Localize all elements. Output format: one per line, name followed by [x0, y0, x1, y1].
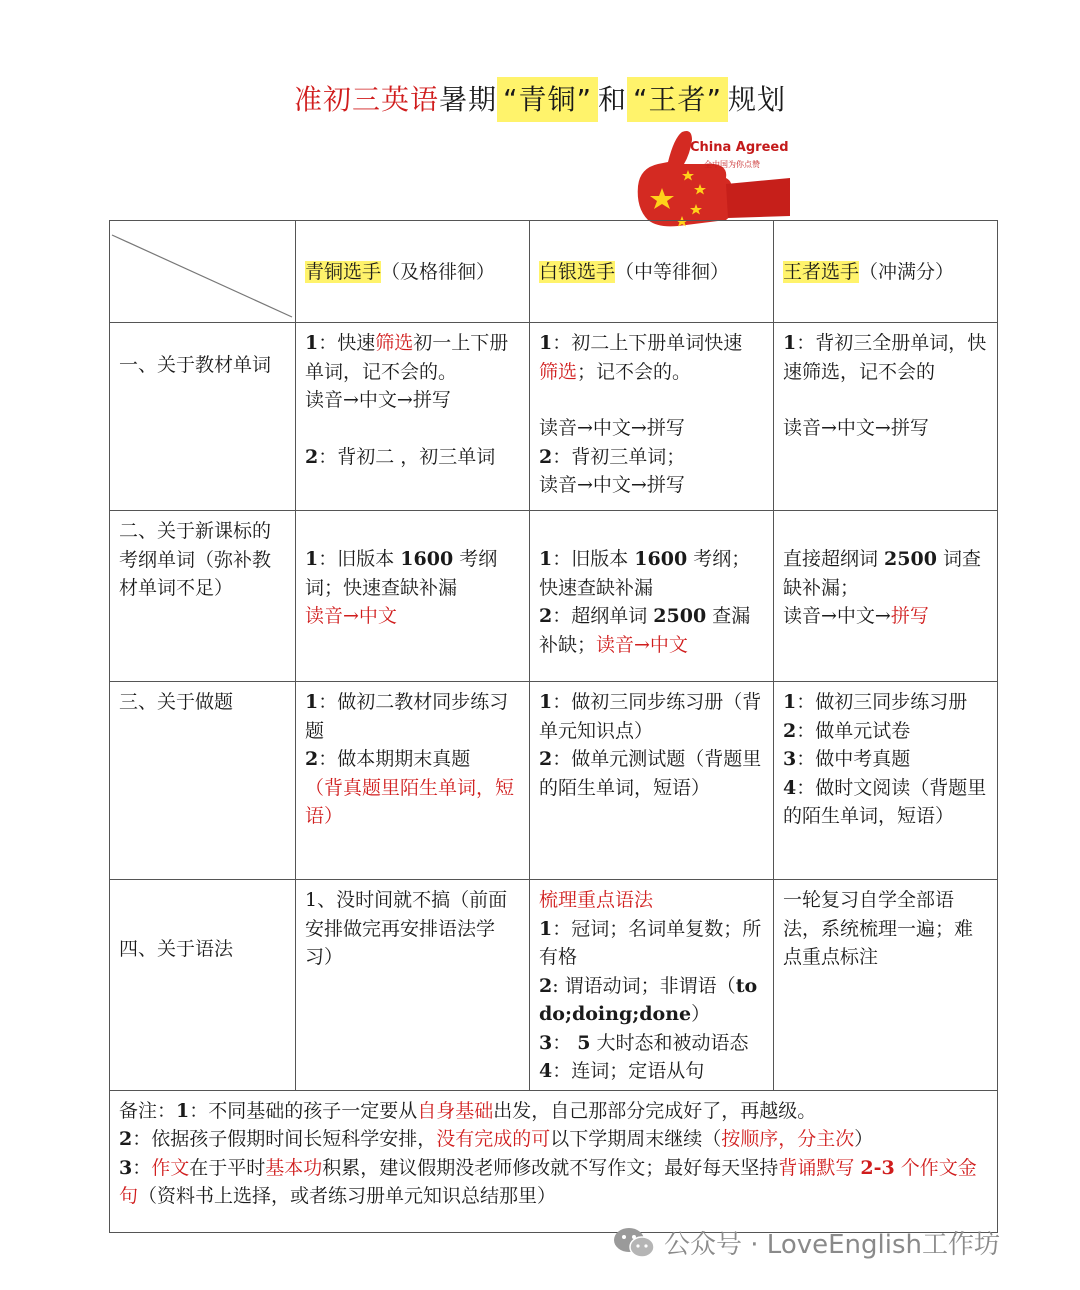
- header-bronze: 青铜选手（及格徘徊）: [296, 221, 530, 323]
- plan-table: [109, 220, 998, 1233]
- diagonal-line: [110, 221, 296, 323]
- table-row: [110, 880, 998, 1091]
- row-label: 二、关于新课标的考纲单词（弥补教材单词不足）: [110, 511, 296, 682]
- header-king: 王者选手（冲满分）: [774, 221, 998, 323]
- cell-silver: 1：旧版本 1600 考纲；快速查缺补漏 2：超纲单词 2500 查漏补缺；读音→中文: [530, 511, 774, 682]
- notes-row: [110, 1090, 998, 1232]
- cell-king: 1：做初三同步练习册 2：做单元试卷 3：做中考真题 4：做时文阅读（背题里的陌生单词，短语）: [774, 682, 998, 880]
- header-row: [110, 221, 998, 323]
- title-part4: 规划: [728, 83, 787, 116]
- table-row: [110, 511, 998, 682]
- cell-silver: 1：做初三同步练习册（背单元知识点） 2：做单元测试题（背题里的陌生单词，短语）: [530, 682, 774, 880]
- wechat-icon: [612, 1225, 656, 1261]
- watermark: [612, 1224, 1000, 1261]
- title-part3: 和: [598, 83, 628, 116]
- row-label: 四、关于语法: [110, 880, 296, 1091]
- cell-king: 直接超纲词 2500 词查缺补漏； 读音→中文→拼写: [774, 511, 998, 682]
- row-label: 一、关于教材单词: [110, 323, 296, 511]
- cell-king: 一轮复习自学全部语法，系统梳理一遍；难点重点标注: [774, 880, 998, 1091]
- badge-line1: China Agreed: [690, 140, 789, 155]
- cell-king: 1：背初三全册单词，快速筛选，记不会的 读音→中文→拼写: [774, 323, 998, 511]
- cell-bronze: 1：做初二教材同步练习题 2：做本期期末真题 （背真题里陌生单词，短语）: [296, 682, 530, 880]
- badge-line2: 全中国为你点赞: [704, 160, 760, 169]
- page-title: [0, 72, 1080, 128]
- title-king: “王者”: [627, 77, 728, 122]
- table-row: [110, 682, 998, 880]
- corner-cell: [110, 221, 296, 323]
- cell-silver: 1：初二上下册单词快速 筛选；记不会的。 读音→中文→拼写 2：背初三单词； 读音→中文→拼写: [530, 323, 774, 511]
- notes-cell: 备注：1：不同基础的孩子一定要从自身基础出发，自己那部分完成好了，再越级。 2：依据孩子假期时间长短科学安排，没有完成的可以下学期周末继续（按顺序，分主次） 3：作文在于平时基本功积累，建议假期没老师修改就不写作文；最好每天坚持背诵默写 2-3 个作文金句（资料书上选择，或者练习册单元知识总结那里）: [110, 1090, 998, 1232]
- title-bronze: “青铜”: [497, 77, 598, 122]
- cell-silver: 梳理重点语法 1：冠词；名词单复数；所有格 2: 谓语动词；非谓语（to do;doing;done） 3： 5 大时态和被动语态 4：连词；定语从句: [530, 880, 774, 1091]
- header-silver: 白银选手（中等徘徊）: [530, 221, 774, 323]
- table-row: [110, 323, 998, 511]
- watermark-text: 公众号 · LoveEnglish工作坊: [664, 1230, 1000, 1260]
- title-part2: 暑期: [438, 83, 497, 116]
- cell-bronze: 1：旧版本 1600 考纲词；快速查缺补漏 读音→中文: [296, 511, 530, 682]
- title-part1: 准初三英语: [293, 83, 439, 116]
- row-label: 三、关于做题: [110, 682, 296, 880]
- cell-bronze: 1、没时间就不搞（前面安排做完再安排语法学习）: [296, 880, 530, 1091]
- cell-bronze: 1：快速筛选初一上下册单词，记不会的。 读音→中文→拼写 2：背初二 ，初三单词: [296, 323, 530, 511]
